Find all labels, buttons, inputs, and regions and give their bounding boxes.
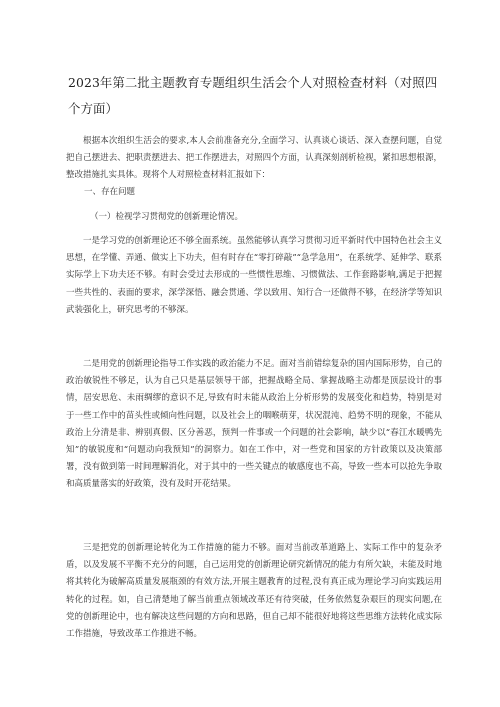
section-heading-problems: 一、存在问题 (84, 187, 136, 197)
body-paragraph-1: 一是学习党的创新理论还不够全面系统。虽然能够认真学习贯彻习近平新时代中国特色社会主义思想，在学懂、弄通、做实上下功夫，但有时存在“零打碎敲”“急学急用”，在系统学、延伸学、联系实际学上下功夫还不够。有时会受过去形成的一些惯性思维、习惯做法、工作套路影响,满足于把握一些共性的、表面的要求，深学深悟、融会贯通、学以致用、知行合一还做得不够，在经济学等知识武装强化上，研究思考的不够深。 (66, 236, 442, 315)
body-paragraph-2: 二是用党的创新理论指导工作实践的政治能力不足。面对当前错综复杂的国内国际形势，自己的政治敏锐性不够足，认为自己只是基层领导干部，把握战略全局、掌握战略主动都是顶层设计的事情，居安思危、未雨绸缪的意识不足,导致有时未能从政治上分析形势的发展变化和趋势，特别是对于一些工作中的苗头性或倾向性问题，以及社会上的咽喉萌芽，状况混沌、趋势不明的现象，不能从政治上分清是非、辨别真假、区分善恶，预判一件事或一个问题的社会影响，缺少以“春江水暖鸭先知”的敏锐度和“问题动向我预知”的洞察力。如在工作中，对一些党和国家的方针政策以及决策部署，没有做到第一时间理解消化，对于其中的一些关键点的敏感度也不高，导致一些本可以抢先争取和高质量落实的好政策，没有及时开花结果。 (66, 359, 442, 490)
intro-paragraph: 根据本次组织生活会的要求,本人会前准备充分,全面学习、认真谈心谈话、深入查摆问题，自觉把自己摆进去、把职责摆进去、把工作摆进去，对照四个方面，认真深刻剖析检视，紧扣思想根源，整改措施扎实具体。现将个人对照检查材料汇报如下： (66, 136, 442, 181)
body-paragraph-3: 三是把党的创新理论转化为工作措施的能力不够。面对当前改革道路上、实际工作中的复杂矛盾，以及发展不平衡不充分的问题，自己运用党的创新理论研究新情况的能力有所欠缺，未能及时地将其转化为破解高质量发展瓶颈的有效方法,开展主题教育的过程,没有真正成为理论学习向实践运用转化的过程。如，自己清楚地了解当前重点领域改革还有待突破，任务依然复杂艰巨的现实问题,在党的创新理论中，也有解决这些问题的方向和思路，但自己却不能很好地将这些思维方法转化成实际工作措施，导致改革工作推进不畅。 (66, 543, 442, 640)
subsection-heading-study: （一）检视学习贯彻党的创新理论情况。 (90, 212, 244, 222)
document-title: 2023年第二批主题教育专题组织生活会个人对照检查材料（对照四个方面） (68, 75, 438, 116)
